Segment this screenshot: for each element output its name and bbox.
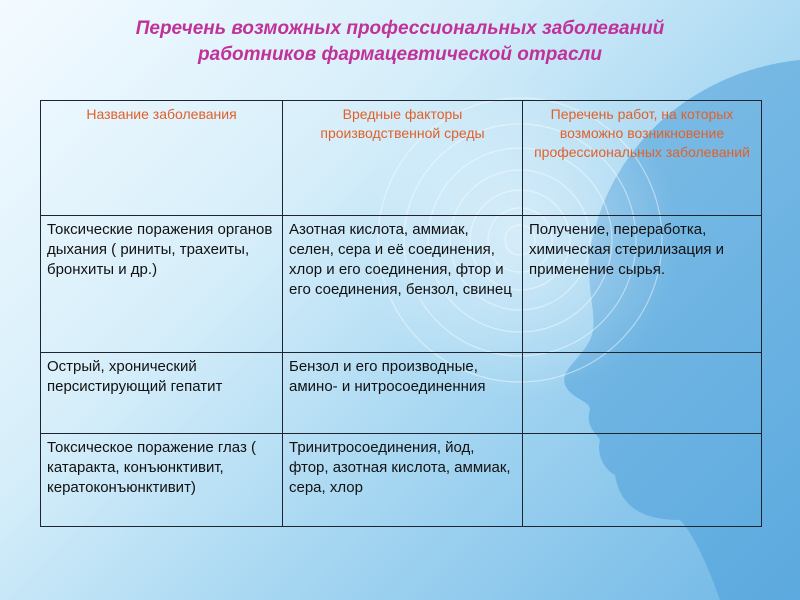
diseases-table — [40, 100, 762, 527]
table-row — [41, 353, 762, 434]
cell-works: Получение, переработка, химическая стерилизация и применение сырья. — [523, 216, 762, 353]
cell-works — [523, 434, 762, 527]
table-row — [41, 216, 762, 353]
cell-factors: Азотная кислота, аммиак, селен, сера и её соединения, хлор и его соединения, фтор и его соединения, бензол, свинец — [283, 216, 523, 353]
slide-title-line-1: Перечень возможных профессиональных заболеваний — [135, 18, 665, 39]
slide-title-line-2: работников фармацевтической отрасли — [198, 44, 602, 65]
cell-factors: Тринитросоединения, йод, фтор, азотная кислота, аммиак, сера, хлор — [283, 434, 523, 527]
cell-factors: Бензол и его производные, амино- и нитросоединенния — [283, 353, 523, 434]
cell-works — [523, 353, 762, 434]
table-row — [41, 434, 762, 527]
cell-disease: Острый, хронический персистирующий гепатит — [41, 353, 283, 434]
table-header-row — [41, 101, 762, 216]
cell-disease: Токсическое поражение глаз ( катаракта, конъюнктивит, кератоконъюнктивит) — [41, 434, 283, 527]
cell-disease: Токсические поражения органов дыхания ( риниты, трахеиты, бронхиты и др.) — [41, 216, 283, 353]
header-harmful-factors: Вредные факторы производственной среды — [283, 101, 523, 216]
header-disease-name: Название заболевания — [41, 101, 283, 216]
header-work-list: Перечень работ, на которых возможно возникновение профессиональных заболеваний — [523, 101, 762, 216]
slide-title — [60, 16, 740, 68]
